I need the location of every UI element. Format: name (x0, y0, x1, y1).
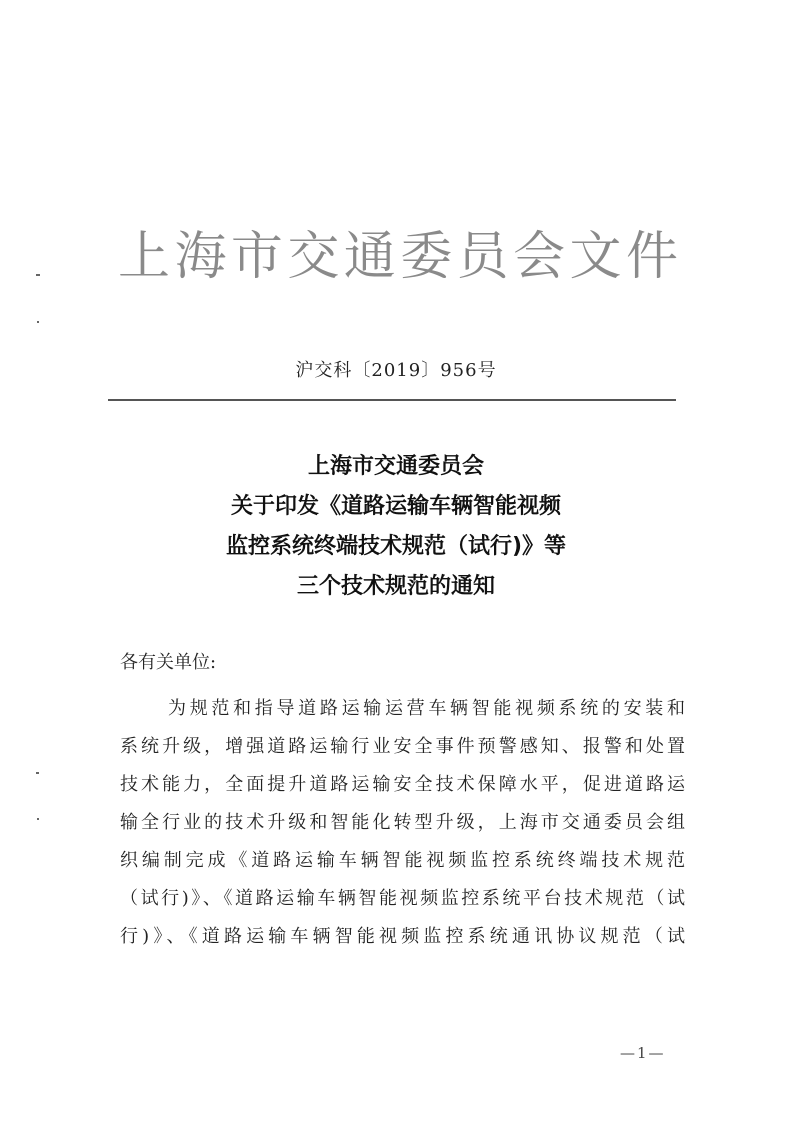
scan-artifact (36, 772, 39, 774)
notice-title (0, 447, 792, 607)
masthead-char: 通 (343, 227, 396, 287)
body-paragraph (120, 690, 685, 956)
salutation: 各有关单位: (120, 652, 217, 673)
masthead-char: 员 (456, 227, 509, 287)
body-line: 织编制完成《道路运输车辆智能视频监控系统终端技术规范 (120, 850, 685, 871)
body-line: 行)》、《道路运输车辆智能视频监控系统通讯协议规范（试 (120, 926, 685, 947)
body-line: （试行)》、《道路运输车辆智能视频监控系统平台技术规范（试 (120, 888, 685, 909)
masthead-char: 会 (513, 227, 566, 287)
scan-artifact (37, 321, 39, 323)
title-line: 上海市交通委员会 (307, 454, 484, 479)
title-line: 监控系统终端技术规范（试行)》等 (225, 534, 567, 559)
body-line: 系统升级，增强道路运输行业安全事件预警感知、报警和处置 (120, 736, 685, 757)
document-number: 沪交科〔2019〕956号 (295, 360, 497, 381)
body-line: 为规范和指导道路运输运营车辆智能视频系统的安装和 (168, 698, 685, 719)
body-line: 技术能力，全面提升道路运输安全技术保障水平，促进道路运 (120, 774, 685, 795)
scan-artifact (37, 818, 39, 820)
masthead-char: 委 (400, 227, 453, 287)
header-divider (108, 399, 676, 401)
title-line: 关于印发《道路运输车辆智能视频 (230, 494, 561, 519)
masthead-char: 文 (569, 227, 622, 287)
masthead-char: 交 (287, 227, 340, 287)
body-line: 输全行业的技术升级和智能化转型升级，上海市交通委员会组 (120, 812, 685, 833)
masthead-char: 市 (230, 227, 283, 287)
page-number: —1— (620, 1044, 666, 1062)
scan-artifact (36, 274, 40, 276)
masthead-char: 上 (118, 227, 171, 287)
masthead-char: 海 (174, 227, 227, 287)
masthead-char: 件 (625, 227, 678, 287)
title-line: 三个技术规范的通知 (296, 574, 495, 599)
masthead-title (118, 222, 678, 292)
